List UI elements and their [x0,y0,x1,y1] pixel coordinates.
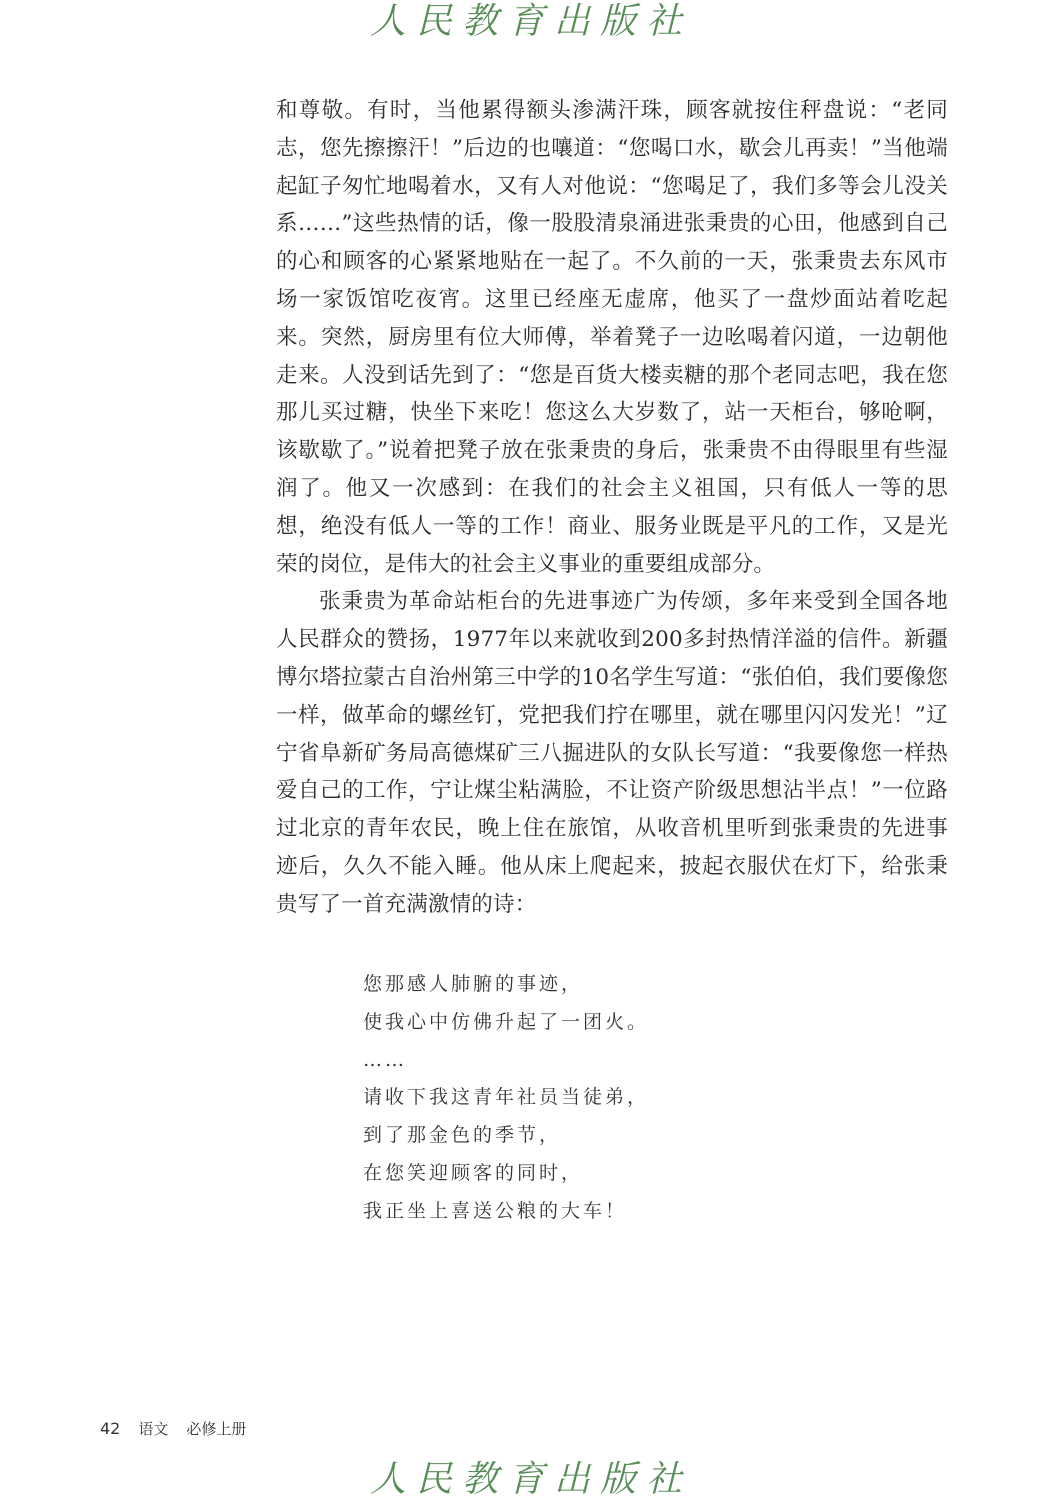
poem-line: 到了那金色的季节， [363,1124,562,1147]
poem-line: 您那感人肺腑的事迹， [363,973,584,995]
poem-line: 在您笑迎顾客的同时， [363,1161,584,1184]
publisher-watermark-top: 人民教育出版社 [369,1,692,42]
poem-line: 请收下我这青年社员当徒弟， [363,1086,650,1109]
poem-line: …… [363,1048,407,1071]
publisher-watermark-bottom: 人民教育出版社 [369,1459,692,1500]
poem-line: 我正坐上喜送公粮的大车！ [363,1199,628,1222]
volume-label: 必修上册 [186,1420,247,1438]
article-body [276,92,948,924]
book-title: 语文 [138,1420,169,1438]
poem-block [363,966,783,1231]
poem-line: 使我心中仿佛升起了一团火。 [363,1010,650,1033]
paragraph-1: 和尊敬。有时，当他累得额头渗满汗珠，顾客就按住秤盘说：“老同志，您先擦擦汗！”后边的也嚷道：“您喝口水，歇会儿再卖！”当他端起缸子匆忙地喝着水，又有人对他说：“您喝足了，我们多等会儿没关系……”这些热情的话，像一股股清泉涌进张秉贵的心田，他感到自己的心和顾客的心紧紧地贴在一起了。不久前的一天，张秉贵去东风市场一家饭馆吃夜宵。这里已经座无虚席，他买了一盘炒面站着吃起来。突然，厨房里有位大师傅，举着凳子一边吆喝着闪道，一边朝他走来。人没到话先到了：“您是百货大楼卖糖的那个老同志吧，我在您那儿买过糖，快坐下来吃！您这么大岁数了，站一天柜台，够呛啊，该歇歇了。”说着把凳子放在张秉贵的身后，张秉贵不由得眼里有些湿润了。他又一次感到：在我们的社会主义祖国，只有低人一等的思想，绝没有低人一等的工作！商业、服务业既是平凡的工作，又是光荣的岗位，是伟大的社会主义事业的重要组成部分。 [276,98,948,577]
page-footer [100,1418,246,1439]
page-number: 42 [100,1419,121,1438]
paragraph-2: 张秉贵为革命站柜台的先进事迹广为传颂，多年来受到全国各地人民群众的赞扬，1977年以来就收到200多封热情洋溢的信件。新疆博尔塔拉蒙古自治州第三中学的10名学生写道：“张伯伯，我们要像您一样，做革命的螺丝钉，党把我们拧在哪里，就在哪里闪闪发光！”辽宁省阜新矿务局高德煤矿三八掘进队的女队长写道：“我要像您一样热爱自己的工作，宁让煤尘粘满脸，不让资产阶级思想沾半点！”一位路过北京的青年农民，晚上住在旅馆，从收音机里听到张秉贵的先进事迹后，久久不能入睡。他从床上爬起来，披起衣服伏在灯下，给张秉贵写了一首充满激情的诗： [276,589,948,917]
